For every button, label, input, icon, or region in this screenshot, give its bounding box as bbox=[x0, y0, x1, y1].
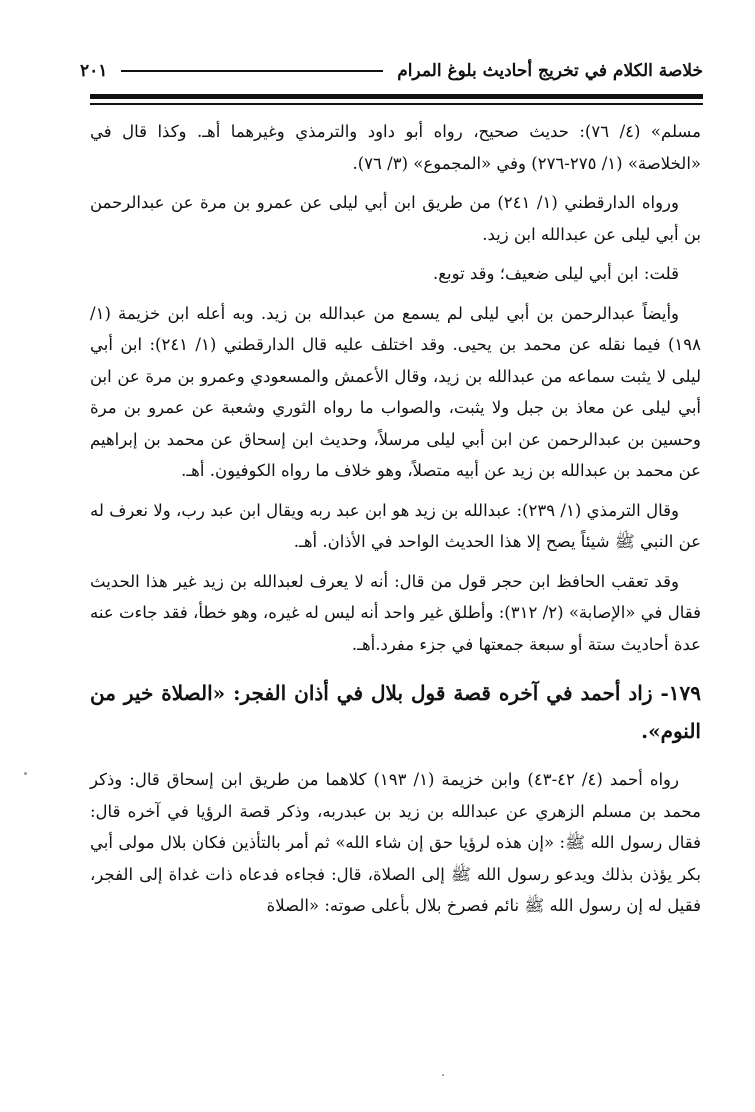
running-header bbox=[80, 56, 703, 86]
paragraph-4: وأيضاً عبدالرحمن بن أبي ليلى لم يسمع من عبدالله بن زيد. وبه أعله ابن خزيمة (١/ ١٩٨) فيما نقله عن محمد بن يحيى. وقد اختلف عليه قال الدارقطني (١/ ٢٤١): ابن أبي ليلى لا يثبت سماعه من عبدالله بن زيد، وقال الأعمش والمسعودي وعمرو بن مرة عن ابن أبي ليلى عن معاذ بن جبل ولا يثبت، والصواب ما رواه الثوري وشعبة عن عمرو بن مرة وحسين بن عبدالرحمن عن ابن أبي ليلى مرسلاً، وحديث ابن إسحاق عن محمد بن إبراهيم عن محمد بن عبدالله بن زيد عن أبيه متصلاً، وهو خلاف ما رواه الكوفيون. أهـ. bbox=[90, 303, 702, 480]
paragraph-7: رواه أحمد (٤/ ٤٢-٤٣) وابن خزيمة (١/ ١٩٣) كلاهما من طريق ابن إسحاق قال: وذكر محمد بن مسلم الزهري عن عبدالله بن زيد بن عبدربه، وذكر قصة الرؤيا في آخره قال: فقال رسول الله ﷺ: «إن هذه لرؤيا حق إن شاء الله» ثم أمر بالتأذين فكان بلال مولى أبي بكر يؤذن بذلك ويدعو رسول الله ﷺ إلى الصلاة، قال: فجاءه فدعاه ذات غداة إلى الفجر، فقيل له إن رسول الله ﷺ نائم فصرخ بلال بأعلى صوته: «الصلاة bbox=[90, 770, 701, 915]
hadith-heading-179: ١٧٩- زاد أحمد في آخره قصة قول بلال في أذان الفجر: «الصلاة خير من النوم». bbox=[90, 681, 701, 743]
book-title: خلاصة الكلام في تخريج أحاديث بلوغ المرام bbox=[397, 61, 703, 81]
header-divider-thick bbox=[90, 94, 703, 99]
paragraph-6: وقد تعقب الحافظ ابن حجر قول من قال: أنه لا يعرف لعبدالله بن زيد غير هذا الحديث فقال في «الإصابة» (٢/ ٣١٢): وأطلق غير واحد أنه ليس له غيره، وهو خطأ، فقد جاءت عنه عدة أحاديث ستة أو سبعة جمعتها في جزء مفرد.أهـ. bbox=[90, 571, 701, 654]
header-divider-thin bbox=[90, 103, 703, 105]
page-number: ٢٠١ bbox=[80, 61, 108, 81]
scan-speck bbox=[24, 772, 27, 775]
header-rule bbox=[121, 70, 383, 72]
page-body bbox=[90, 116, 701, 922]
paragraph-3: قلت: ابن أبي ليلى ضعيف؛ وقد توبع. bbox=[433, 264, 679, 283]
scan-speck bbox=[442, 1074, 444, 1076]
paragraph-5: وقال الترمذي (١/ ٢٣٩): عبدالله بن زيد هو ابن عبد ربه ويقال ابن عبد رب، ولا نعرف له عن النبي ﷺ شيئاً يصح إلا هذا الحديث الواحد في الأذان. أهـ. bbox=[90, 500, 701, 551]
paragraph-1: مسلم» (٤/ ٧٦): حديث صحيح، رواه أبو داود والترمذي وغيرهما أهـ. وكذا قال في «الخلاصة» (١/ ٢٧٥-٢٧٦) وفي «المجموع» (٣/ ٧٦). bbox=[90, 122, 701, 173]
paragraph-2: ورواه الدارقطني (١/ ٢٤١) من طريق ابن أبي ليلى عن عمرو بن مرة عن عبدالرحمن بن أبي ليلى عن عبدالله ابن زيد. bbox=[90, 193, 701, 244]
